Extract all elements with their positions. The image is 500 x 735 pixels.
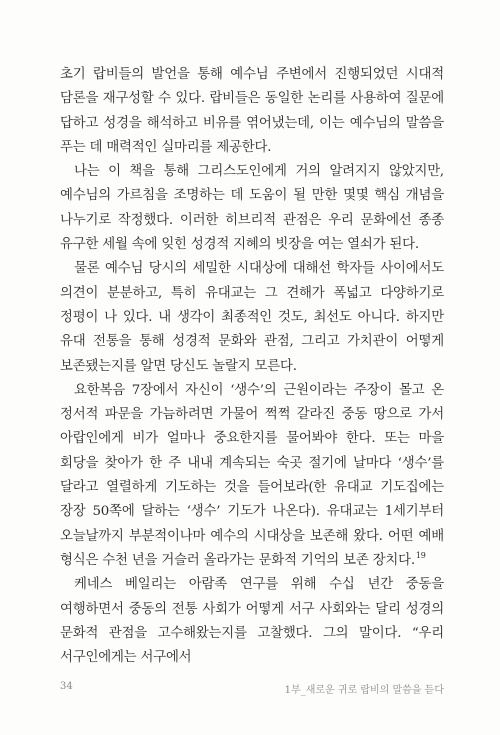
page-number: 34 bbox=[60, 681, 73, 692]
page-footer bbox=[60, 681, 444, 696]
running-head: 1부_새로운 귀로 랍비의 말씀을 듣다 bbox=[284, 685, 444, 696]
footnote-marker[interactable]: 19 bbox=[415, 551, 426, 561]
paragraph-5: 케네스 베일리는 아람족 연구를 위해 수십 년간 중동을 여행하면서 중동의 전통 사회가 어떻게 서구 사회와는 달리 성경의 문화적 관점을 고수해왔는지를 고찰했다. 그의 말이다. “우리 서구인에게는 서구에서 bbox=[60, 577, 444, 666]
paragraph-2: 나는 이 책을 통해 그리스도인에게 거의 알려지지 않았지만, 예수님의 가르침을 조명하는 데 도움이 될 만한 몇몇 핵심 개념을 나누기로 작정했다. 이러한 히브리적 관점은 우리 문화에선 종종 유구한 세월 속에 잊힌 성경적 지혜의 빗장을 여는 열쇠가 된다. bbox=[60, 164, 444, 253]
paragraph-1: 초기 랍비들의 발언을 통해 예수님 주변에서 진행되었던 시대적 담론을 재구성할 수 있다. 랍비들은 동일한 논리를 사용하여 질문에 답하고 성경을 해석하고 비유를 엮어냈는데, 이는 예수님의 말씀을 푸는 데 매력적인 실마리를 제공한다. bbox=[60, 67, 444, 155]
paragraph-3: 물론 예수님 당시의 세밀한 시대상에 대해선 학자들 사이에서도 의견이 분분하고, 특히 유대교는 그 견해가 폭넓고 다양하기로 정평이 나 있다. 내 생각이 최종적인 것도, 최선도 아니다. 하지만 유대 전통을 통해 성경적 문화와 관점, 그리고 가치관이 어떻게 보존됐는지를 알면 당신도 놀랄지 모른다. bbox=[60, 261, 444, 374]
page-body bbox=[60, 63, 444, 670]
paragraph-4-text: 요한복음 7장에서 자신이 ‘생수’의 근원이라는 주장이 몰고 온 정서적 파문을 가늠하려면 가물어 쩍쩍 갈라진 중동 땅으로 가서 아랍인에게 비가 얼마나 중요한지를 물어봐야 한다. 또는 마을 회당을 찾아가 한 주 내내 계속되는 숙곳 절기에 날마다 ‘생수’를 달라고 열렬하게 기도하는 것을 들어보라(한 유대교 기도집에는 장장 50쪽에 달하는 ‘생수’ 기도가 나온다). 유대교는 1세기부터 오늘날까지 부분적이나마 예수의 시대상을 보존해 왔다. 어떤 예배 형식은 수천 년을 거슬러 올라가는 문화적 기억의 보존 장치다. bbox=[60, 382, 444, 568]
paragraph-4 bbox=[60, 379, 444, 573]
